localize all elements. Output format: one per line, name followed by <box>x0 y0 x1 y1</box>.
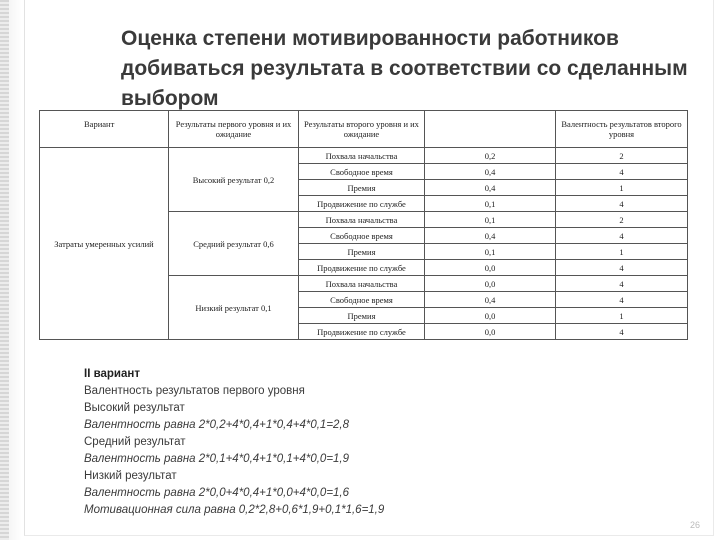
row-probability: 0,1 <box>425 212 556 228</box>
text-line: Низкий результат <box>84 470 177 482</box>
row-item: Премия <box>299 244 425 260</box>
formula-line: Валентность равна 2*0,0+4*0,4+1*0,0+4*0,0=1,6 <box>84 487 350 499</box>
row-item: Продвижение по службе <box>299 196 425 212</box>
row-probability: 0,0 <box>425 324 556 340</box>
row-valence: 1 <box>556 244 688 260</box>
text-line: Высокий результат <box>84 402 185 414</box>
row-item: Похвала начальства <box>299 148 425 164</box>
row-valence: 1 <box>556 180 688 196</box>
row-valence: 4 <box>556 196 688 212</box>
row-probability: 0,4 <box>425 228 556 244</box>
table-header-row <box>40 111 688 148</box>
row-probability: 0,0 <box>425 276 556 292</box>
row-probability: 0,4 <box>425 292 556 308</box>
header-first-level: Результаты первого уровня и их ожидание <box>169 111 299 148</box>
row-probability: 0,0 <box>425 260 556 276</box>
group-label-medium: Средний результат 0,6 <box>169 212 299 276</box>
row-item: Премия <box>299 308 425 324</box>
text-line: Средний результат <box>84 436 186 448</box>
row-probability: 0,2 <box>425 148 556 164</box>
row-item: Свободное время <box>299 164 425 180</box>
row-valence: 4 <box>556 260 688 276</box>
calculation-text <box>84 366 684 519</box>
row-valence: 2 <box>556 212 688 228</box>
row-valence: 4 <box>556 164 688 180</box>
formula-line: Валентность равна 2*0,1+4*0,4+1*0,1+4*0,0=1,9 <box>84 453 350 465</box>
formula-line: Валентность равна 2*0,2+4*0,4+1*0,4+4*0,1=2,8 <box>84 419 350 431</box>
variant-heading: II вариант <box>84 368 140 380</box>
row-item: Премия <box>299 180 425 196</box>
row-valence: 4 <box>556 324 688 340</box>
row-item: Продвижение по службе <box>299 260 425 276</box>
row-probability: 0,1 <box>425 196 556 212</box>
variant-cell: Затраты умеренных усилий <box>40 148 169 340</box>
title-line-3: выбором <box>121 87 219 110</box>
header-second-level: Результаты второго уровня и их ожидание <box>299 111 425 148</box>
row-item: Похвала начальства <box>299 276 425 292</box>
title-line-2: добиваться результата в соответствии со сделанным <box>121 57 688 80</box>
motivation-table <box>39 110 688 340</box>
row-probability: 0,4 <box>425 180 556 196</box>
row-item: Свободное время <box>299 292 425 308</box>
row-valence: 4 <box>556 292 688 308</box>
row-probability: 0,4 <box>425 164 556 180</box>
group-label-high: Высокий результат 0,2 <box>169 148 299 212</box>
slide-title <box>121 24 701 114</box>
header-probability <box>425 111 556 148</box>
header-valence: Валентность результатов второго уровня <box>556 111 688 148</box>
formula-line: Мотивационная сила равна 0,2*2,8+0,6*1,9+0,1*1,6=1,9 <box>84 504 385 516</box>
page-number: 26 <box>690 520 701 530</box>
row-probability: 0,1 <box>425 244 556 260</box>
row-item: Похвала начальства <box>299 212 425 228</box>
title-line-1: Оценка степени мотивированности работников <box>121 27 619 50</box>
text-line: Валентность результатов первого уровня <box>84 385 305 397</box>
group-label-low: Низкий результат 0,1 <box>169 276 299 340</box>
row-probability: 0,0 <box>425 308 556 324</box>
row-valence: 1 <box>556 308 688 324</box>
row-valence: 2 <box>556 148 688 164</box>
row-item: Продвижение по службе <box>299 324 425 340</box>
row-valence: 4 <box>556 276 688 292</box>
row-item: Свободное время <box>299 228 425 244</box>
header-variant: Вариант <box>40 111 169 148</box>
decorative-stripe <box>0 0 9 540</box>
table-row <box>40 148 688 164</box>
row-valence: 4 <box>556 228 688 244</box>
